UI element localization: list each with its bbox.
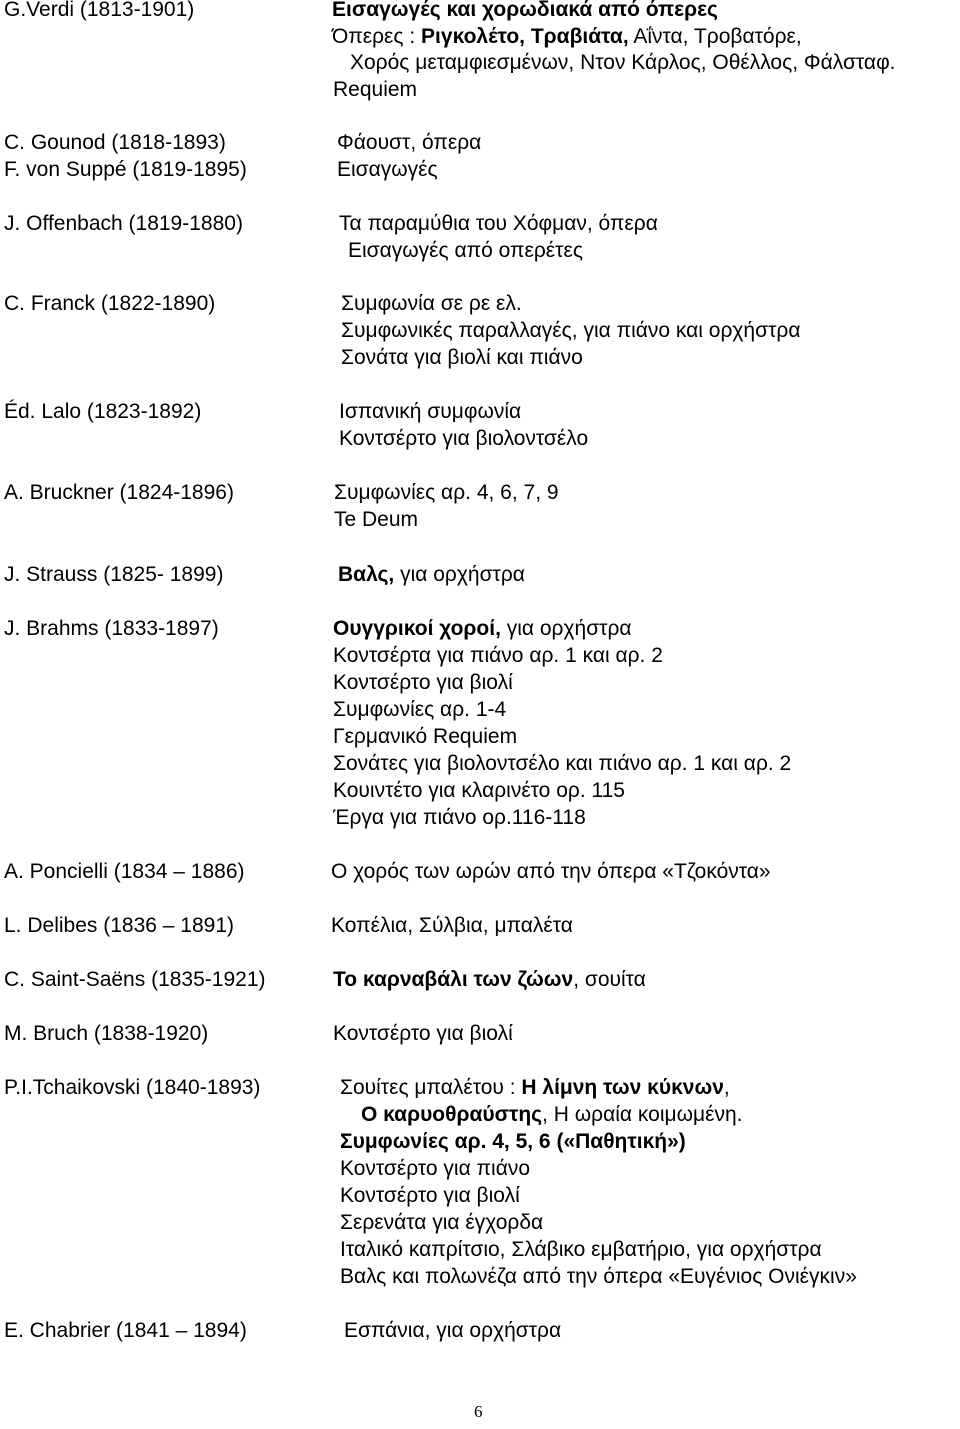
work-franck-1: Συμφωνία σε ρε ελ. bbox=[341, 292, 522, 315]
work-franck-3: Σονάτα για βιολί και πιάνο bbox=[341, 346, 583, 369]
work-lalo-1: Ισπανική συμφωνία bbox=[339, 400, 522, 423]
work-verdi-2: Όπερες : Ριγκολέτο, Τραβιάτα, Αΐντα, Τροβατόρε, bbox=[332, 25, 802, 48]
work-bruckner-1: Συμφωνίες αρ. 4, 6, 7, 9 bbox=[334, 481, 559, 504]
composer-gounod: C. Gounod (1818-1893) bbox=[4, 131, 226, 154]
work-brahms-3: Κοντσέρτο για βιολί bbox=[333, 671, 513, 694]
work-gounod-1: Φάουστ, όπερα bbox=[337, 131, 482, 154]
work-strauss-1: Βαλς, για ορχήστρα bbox=[338, 563, 525, 586]
composer-delibes: L. Delibes (1836 – 1891) bbox=[4, 914, 234, 937]
work-chabrier-1: Εσπάνια, για ορχήστρα bbox=[344, 1319, 562, 1342]
composer-lalo: Éd. Lalo (1823-1892) bbox=[4, 400, 202, 423]
work-tchaikovsky-5: Κοντσέρτο για βιολί bbox=[340, 1184, 520, 1207]
composer-verdi: G.Verdi (1813-1901) bbox=[4, 0, 195, 21]
work-tchaikovsky-8: Βαλς και πολωνέζα από την όπερα «Ευγένιος Ονιέγκιν» bbox=[340, 1265, 857, 1288]
work-brahms-7: Κουιντέτο για κλαρινέτο ορ. 115 bbox=[333, 779, 625, 802]
work-verdi-3: Χορός μεταμφιεσμένων, Ντον Κάρλος, Οθέλλος, Φάλσταφ. bbox=[350, 51, 896, 74]
composer-chabrier: E. Chabrier (1841 – 1894) bbox=[4, 1319, 247, 1342]
composer-tchaikovsky: P.I.Tchaikovski (1840-1893) bbox=[4, 1076, 261, 1099]
work-brahms-8: Έργα για πιάνο ορ.116-118 bbox=[333, 806, 586, 829]
work-brahms-1: Ουγγρικοί χοροί, για ορχήστρα bbox=[333, 617, 632, 640]
composer-bruch: M. Bruch (1838-1920) bbox=[4, 1022, 209, 1045]
composer-offenbach: J. Offenbach (1819-1880) bbox=[4, 212, 243, 235]
work-bruckner-2: Te Deum bbox=[334, 508, 419, 531]
work-saintsaens-1: Το καρναβάλι των ζώων, σουίτα bbox=[333, 968, 646, 991]
composer-strauss: J. Strauss (1825- 1899) bbox=[4, 563, 224, 586]
work-tchaikovsky-6: Σερενάτα για έγχορδα bbox=[340, 1211, 544, 1234]
work-brahms-6: Σονάτες για βιολοντσέλο και πιάνο αρ. 1 και αρ. 2 bbox=[333, 752, 792, 775]
work-franck-2: Συμφωνικές παραλλαγές, για πιάνο και ορχήστρα bbox=[341, 319, 801, 342]
work-verdi-1: Εισαγωγές και χορωδιακά από όπερες bbox=[332, 0, 718, 21]
work-brahms-2: Κοντσέρτα για πιάνο αρ. 1 και αρ. 2 bbox=[333, 644, 663, 667]
composer-franck: C. Franck (1822-1890) bbox=[4, 292, 216, 315]
composer-brahms: J. Brahms (1833-1897) bbox=[4, 617, 219, 640]
composer-suppe: F. von Suppé (1819-1895) bbox=[4, 158, 247, 181]
work-suppe-1: Εισαγωγές bbox=[337, 158, 438, 181]
work-delibes-1: Κοπέλια, Σύλβια, μπαλέτα bbox=[331, 914, 573, 937]
work-brahms-4: Συμφωνίες αρ. 1-4 bbox=[333, 698, 507, 721]
work-offenbach-1: Τα παραμύθια του Χόφμαν, όπερα bbox=[339, 212, 658, 235]
work-tchaikovsky-2: Ο καρυοθραύστης, Η ωραία κοιμωμένη. bbox=[361, 1103, 743, 1126]
work-tchaikovsky-7: Ιταλικό καπρίτσιο, Σλάβικο εμβατήριο, για ορχήστρα bbox=[340, 1238, 822, 1261]
composer-ponchielli: A. Poncielli (1834 – 1886) bbox=[4, 860, 245, 883]
work-verdi-4: Requiem bbox=[333, 78, 418, 101]
work-tchaikovsky-1: Σουίτες μπαλέτου : Η λίμνη των κύκνων, bbox=[340, 1076, 730, 1099]
work-brahms-5: Γερμανικό Requiem bbox=[333, 725, 518, 748]
work-ponchielli-1: Ο χορός των ωρών από την όπερα «Τζοκόντα» bbox=[331, 860, 771, 883]
work-bruch-1: Κοντσέρτο για βιολί bbox=[333, 1022, 513, 1045]
page-number: 6 bbox=[474, 1402, 483, 1421]
work-lalo-2: Κοντσέρτο για βιολοντσέλο bbox=[339, 427, 589, 450]
work-tchaikovsky-3: Συμφωνίες αρ. 4, 5, 6 («Παθητική») bbox=[340, 1130, 686, 1153]
composer-saintsaens: C. Saint-Saëns (1835-1921) bbox=[4, 968, 266, 991]
work-tchaikovsky-4: Κοντσέρτο για πιάνο bbox=[340, 1157, 531, 1180]
composer-bruckner: A. Bruckner (1824-1896) bbox=[4, 481, 234, 504]
work-offenbach-2: Εισαγωγές από οπερέτες bbox=[348, 239, 583, 262]
